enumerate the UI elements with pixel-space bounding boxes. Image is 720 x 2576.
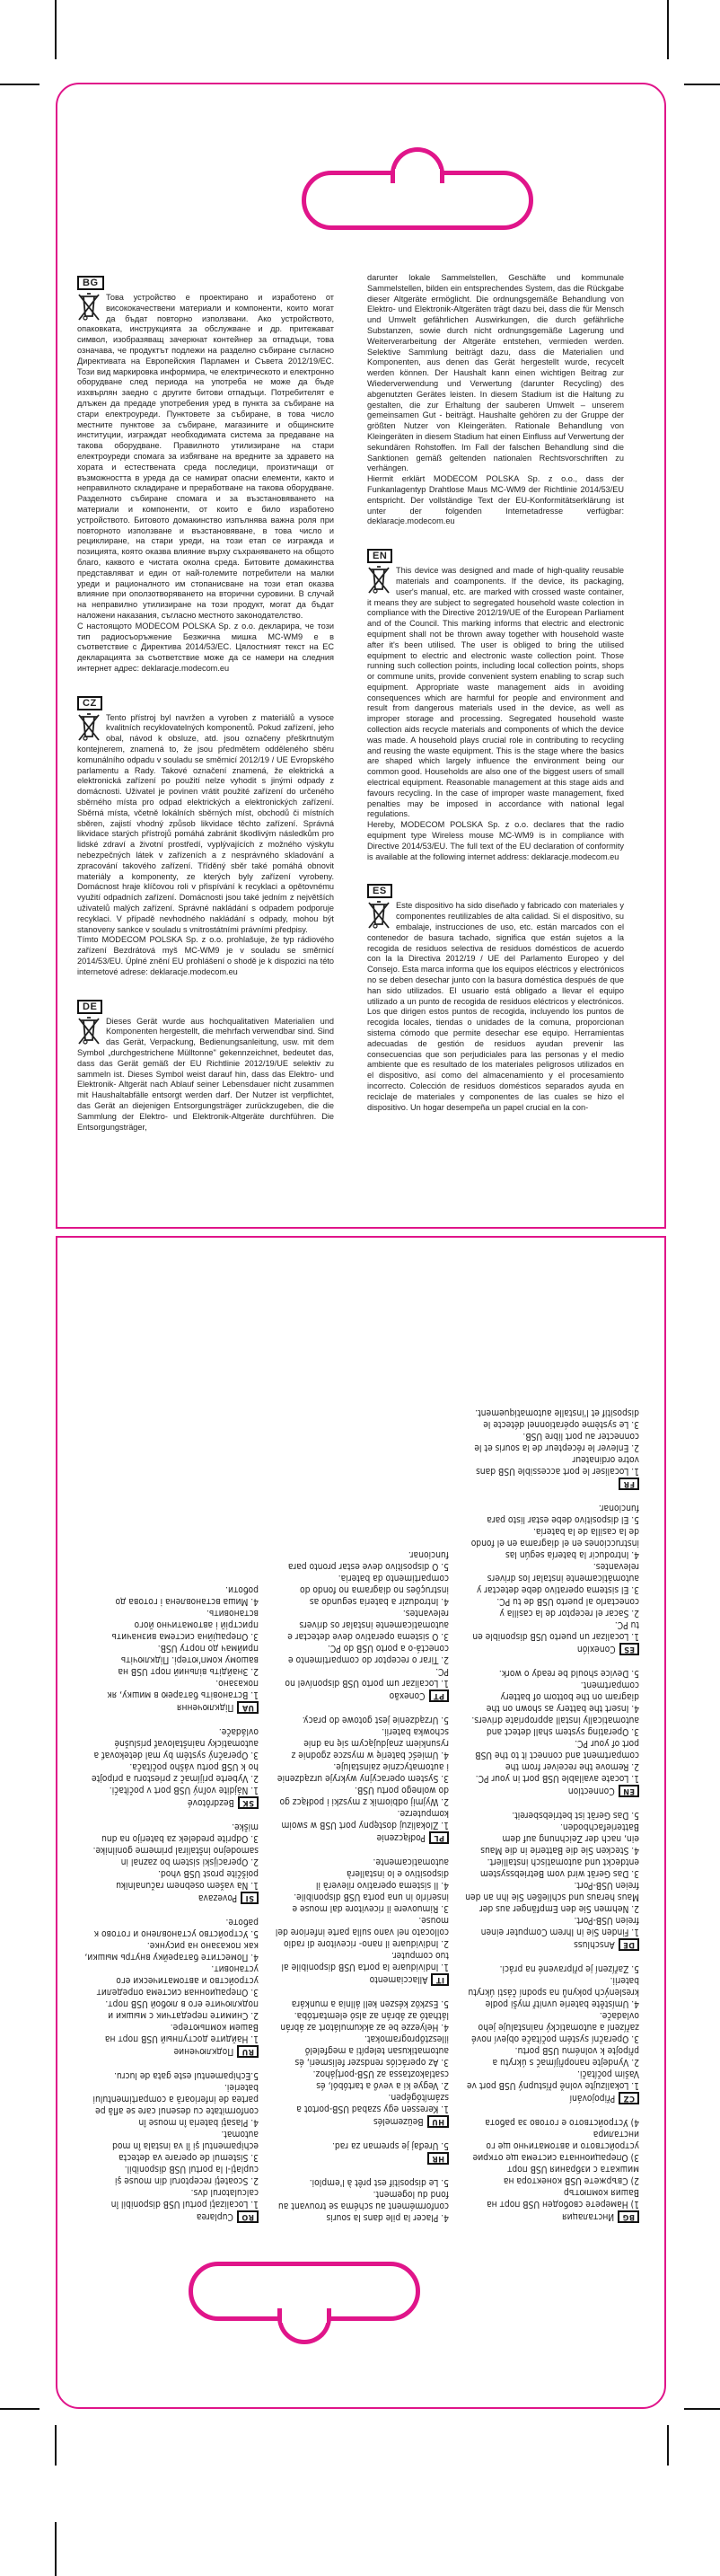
quick-start-step: 3. System operacyjny wykryje urządzenie i automatycznie zainstaluje. <box>277 1761 449 1783</box>
crop-mark-bottom-right-h <box>684 2408 720 2410</box>
quick-start-section <box>464 1502 639 1655</box>
quick-start-heading <box>83 1796 259 1809</box>
quick-start-title: Allacciamento <box>369 1974 428 1985</box>
quick-start-step: 2. Снимите передатчик с мышки и подключите его в любой USB порт. <box>105 1998 259 2020</box>
quick-start-step: 2. Sacar el receptor de la casilla y conectarlo al puerto USB de tu PC. <box>496 1596 639 1618</box>
quick-start-title: Connection <box>567 1786 615 1796</box>
quick-start-title: Conexão <box>389 1690 426 1701</box>
quick-start-heading <box>464 2092 639 2104</box>
quick-start-title: Beüzemelés <box>373 2116 424 2127</box>
quick-start-step: 4. Placer la pile dans la souris conformément au schéma se trouvant au fond du logement. <box>277 2189 449 2222</box>
lang-badge: EN <box>619 1785 639 1797</box>
quick-start-step: 4. Umieść baterię w myszce zgodnie z rysunkiem znajdującym się na dnie schowka baterii. <box>291 1726 449 1760</box>
quick-start-step: 1. Finden Sie in Ihrem Computer einen freien USB-Port. <box>480 1915 639 1936</box>
quick-start-section <box>83 1916 259 2058</box>
section-declaration: Hereby, MODECOM POLSKA Sp. z o.o. declares that the radio equipment type Wireless mouse MC-WM9 is in compliance with Directive 2014/53/EU. The full text of the EU declaration of conformity is available at the following internet address: deklaracje.modecom.eu <box>367 820 624 861</box>
quick-start-section <box>274 2139 449 2165</box>
quick-start-column-2 <box>274 1537 449 2223</box>
lang-badge: HU <box>427 2115 449 2128</box>
section-body: Dieses Gerät wurde aus hochqualitativen Materialien und Komponenten hergestellt, die mehrfach verwendbar sind. Sind das Gerät, Verpackung, Bedienungsanleitung, usw. mit dem Symbol „durchgestrichene Mülltonne" gekennzeichnet, bedeutet das, dass das Gerät gemäß der EU Richtlinie 2012/19/UE selektiv zu sammeln ist. Dieses Symbol weist darauf hin, dass das Elektro- und Elektronik- Altgerät nach Ablauf seiner Lebensdauer nicht zusammen mit Haushaltabfälle entsorgt werden darf. Der Nutzer ist verpflichtet, das Gerät an diejenigen Entsorgungsträger zurückzugeben, die die Sammlung der Elektro- und Elektronik-Altgeräte durchführen. Die Entsorgungsträger, <box>77 1016 334 1132</box>
quick-start-step: 2. Vyberte prijímač z priestoru a pripojte ho k USB portu vášho počítača. <box>92 1761 259 1783</box>
quick-start-step: 1. Locate available USB port in your PC. <box>475 1773 639 1783</box>
quick-start-step: 5. El dispositivo debe estar listo para funcionar. <box>487 1503 639 1524</box>
quick-start-step: 5. Eszköz készen kell állnia a munkára <box>291 1998 449 2008</box>
quick-start-step: 1. Keressen egy szabad USB-portot a számítógépen. <box>296 2092 449 2113</box>
lang-badge: ES <box>367 884 392 898</box>
quick-start-heading <box>83 1701 259 1714</box>
quick-start-step: 4. Il sistema operativo rileverà il dispositivo e lo installerà automaticamente. <box>315 1857 449 1890</box>
quick-start-section <box>83 1821 259 1904</box>
quick-start-title: Инсталация <box>562 2211 615 2222</box>
quick-start-section <box>83 1725 259 1809</box>
quick-start-title: Anschluss <box>574 1939 615 1950</box>
quick-start-step: 4. Introducir la batería según las instrucciones en el diagrama en el fondo de la casilla de la batería. <box>470 1526 639 1559</box>
crossed-bin-icon <box>77 293 101 322</box>
quick-start-step: 4. Миша встановлена і готова до роботи. <box>115 1584 259 1606</box>
quick-start-title: Podłączenie <box>376 1832 426 1843</box>
quick-start-step: 1. Localiser le port accessible USB dans votre ordinateur <box>476 1454 639 1476</box>
quick-start-step: 5. Device should be ready o work. <box>498 1668 639 1678</box>
quick-start-section <box>274 1856 449 1986</box>
quick-start-step: 1. Na vašem osebnem računalniku poiščite prost USB vhod. <box>116 1868 259 1890</box>
quick-start-step: 4) Устройството е готово за работа <box>485 2117 639 2127</box>
quick-start-heading <box>83 2045 259 2058</box>
quick-start-heading <box>274 1973 449 1986</box>
lang-badge: RU <box>237 2045 259 2058</box>
section-declaration: С настоящото MODECOM POLSKA Sp. z o.o. декларира, че този тип радиосъоръжение Безжична мишка MC-WM9 е в съответствие с Директива 2014/53/ЕС. Цялостният текст на ЕС декларацията за съответствие може да се намери на следния интернет адрес: deklaracje.modecom.eu <box>77 621 334 673</box>
quick-start-section <box>274 2176 449 2223</box>
quick-start-step: 1. Zlokalizuj dostępny port USB w swoim komputerze. <box>281 1808 449 1830</box>
quick-start-step: 2. Nehmen Sie den Empfänger aus der Maus heraus und schließen Sie ihn an den freien USB-Port. <box>465 1880 639 1913</box>
quick-start-heading <box>274 1831 449 1844</box>
quick-start-step: 5. O dispositivo deve estar pronto para funcionar. <box>287 1549 449 1571</box>
quick-start-step: 1. Localizar um porto USB disponível no PC. <box>285 1666 449 1688</box>
quick-start-step: 1. Lokalizujte volně přístupný USB port ve Vašim počítači. <box>466 2069 639 2090</box>
quick-start-section <box>464 1407 639 1490</box>
section-body: Este dispositivo ha sido diseñado y fabricado con materiales y componentes reutilizables de alta calidad. Si el dispositivo, su embalaje, instrucciones de uso, etc. están marcados con el contenedor de basura tachado, significa que están sujetos a la recogida de residuos selectiva de residuos domésticos de acuerdo con la la Directiva 2012/19 / UE del Parlamento Europeo y del Consejo. Esta marca informa que los equipos eléctricos y electrónicos no se deben desechar junto con la basura doméstica después de que han sido utilizados. El usuario está obligado a llevar el equipo utilizado a un punto de recogida de residuos eléctricos y electrónicos. Los que dirigen estos puntos de recogida, incluyendo los puntos de recogida locales, tiendas o unidades de la comuna, proporcionan sistema cómodo que permite desechar ese equipo. Herramientas adecuadas de gestión de residuos ayudan prevenir las consecuencias que son perjudiciales para las personas y el medio ambiente que es resultado de los materiales peligrosos utilizados en el dispositivo, así como del almacenamiento y el procesamiento incorrecto. Colección de residuos domésticos separados ayuda en reciclaje de materiales y componentes de las cuales se hizo el dispositivo. Un hogar desempeña un papel crucial en la con- <box>367 901 624 1112</box>
lang-badge: PT <box>429 1689 449 1702</box>
quick-start-section <box>464 1809 639 1951</box>
quick-start-section <box>274 1998 449 2128</box>
quick-start-step: 1. Nájdite voľný USB port v počítači. <box>109 1785 259 1795</box>
crop-mark-top-right-h <box>684 84 720 85</box>
lang-badge: DE <box>77 1000 102 1014</box>
quick-start-heading <box>464 1938 639 1951</box>
quick-start-step: 3. Operační systém počítače objeví nové zařízení a automatický nainstaluje jeho ovladače. <box>471 2010 639 2043</box>
section-body: Това устройство е проектирано и изработено от висококачествени материали и компоненти, които могат да бъдат повторно използвани. Ако устройството, опаковката, инструкцията за обслужване и др. притежават символ, изобразяващ зачеркнат контейнер за отпадъци, това означава, че продуктът подлежи на разделно събиране съгласно Директивата на Европейския Парламен и Съвета 2012/19/ЕС. Този вид маркировка информира, че електрическото и електронно оборудване след периода на употреба не може да бъде изхвърлян заедно с другите битови отпадъци. Потребителят е длъжен да предаде употребения уред в пункта за събиране на стари електроуреди. Пунктовете за събиране, в това число местните пунктове за събиране, магазините и общинските институции, изграждат необходимата система за предаване на такова оборудване. Правилното утилизиране на стари електроуреди спомага за избягване на вредните за здравето на хората и естествената среда последици, произтичащи от възможността в уреда да се намират опасни елементи, както и неправилното складиране и преработване на такова оборудване. Разделното събиране спомага и за възстановяването на материали и компоненти, от които е било изработено устройството. Битовото домакинство изпълнява важна роля при повторното използване и възстановяване, в това число и рециклиране, на стари уреди, на този етап се изгражда и позицията, която оказва влияние върху съхраняването на общото благо, каквото е чистата околна среда. Битовите домакинства представляват и един от най-големите потребители на малки уреди и рационалното им стопанисване на този етап оказва влияние при оползотворяването на вторични суровини. В случай на неправилно утилизиране на този продукт, могат да бъдат наложени наказания, съгласно местното законодателство. <box>77 293 334 620</box>
quick-start-step: 2. Individuare il nano- ricevitore di radio collocato nel vano sulla parte inferiore del mouse. <box>275 1915 449 1948</box>
quick-start-step: 3. Das Gerät wird vom Betriebssystem entdeckt und automatisch installiert. <box>479 1857 639 1878</box>
lang-badge: BG <box>618 2210 639 2223</box>
section-declaration: Hiermit erklärt MODECOM POLSKA Sp. z o.o., dass der Funkanlagentyp Drahtlose Maus MC-WM9 der Richtlinie 2014/53/EU entspricht. Der vollständige Text der EU-Konformitätserklärung ist unter der folgenden Internetadresse verfügbar: deklaracje.modecom.eu <box>367 474 624 526</box>
crop-mark-bottom-right-vline <box>667 2425 669 2466</box>
crop-mark-top-right-v <box>667 0 669 59</box>
quick-start-step: 3. Operating system shall detect and automatically install appropriate drivers. <box>471 1715 639 1736</box>
quick-start-step: 3. Odprite predelek za baterijo na dnu miške. <box>101 1822 259 1843</box>
quick-start-title: Bezdrôtové <box>187 1797 234 1808</box>
hang-tab-slot <box>189 2262 420 2344</box>
crossed-bin-icon <box>77 1017 101 1045</box>
left-column <box>77 276 334 1133</box>
quick-start-section <box>83 2069 259 2223</box>
quick-start-step: 2. Vyndejte nanopřijímač s úkrytu a připojte k volnému USB portu. <box>492 2045 639 2067</box>
section-body: Tento přístroj byl navržen a vyroben z materiálů a vysoce kvalitních recyklovatelných komponentů. Pokud zařízení, jeho obal, návod k obsluze, atd. jsou označeny přeškrtnutým kontejnerem, znamená to, že jsou předmětem odděleného sběru komunálního odpadu v souladu se směrnicí 2012/19 / UE Evropského parlamentu a Rady. Takové označení znamená, že elektrická a elektronická zařízení po použití nelze vyhodit s jinými odpady z domácnosti. Uživatel je povinen vrátit použité zařízení do určeného sběrného místa pro odpad elektrických a elektronických zařízení. Sběrná místa, včetně lokálních sběrných míst, obchodů či místních sběren, zajistí vhodný způsob likvidace těchto zařízení. Správná likvidace starých přístrojů pomáhá zabránit škodlivým následkům pro lidské zdraví a životní prostředí, vyplývajících z možného výskytu nebezpečných látek v zařízeních a z nesprávného skladování a zpracování takového zařízení. Tříděný sběr také pomáhá obnovit materiály a komponenty, ze kterých byly zařízení vyrobeny. Domácnost hraje klíčovou roli v přispívání k recyklaci a opětovnému využití odpadních zařízení. Domácnosti jsou také jedním z největších uživatelů malých zařízení. Správné nakládání s odpadem podporuje recyklaci. V případě nevhodného nakládání s odpady, mohou být stanoveny sankce v souladu s vnitrostátními právními předpisy. <box>77 712 334 934</box>
quick-start-step: 5. Urządzenie jest gotowe do pracy. <box>302 1715 449 1725</box>
crop-mark-top-left-v <box>55 0 57 59</box>
quick-start-heading <box>464 1478 639 1490</box>
quick-start-heading <box>274 1689 449 1702</box>
section-cz <box>77 687 334 978</box>
quick-start-section <box>464 1963 639 2104</box>
lang-badge: HR <box>427 2152 449 2165</box>
section-bg <box>77 276 334 675</box>
quick-start-step: 2. Operacijski sistem bo zaznal in samodejno inštaliral primerne gonilnike. <box>92 1845 259 1866</box>
quick-start-step: 3. Операционная система определит устройство и автоматически его установит. <box>96 1963 259 1997</box>
quick-start-step: 2. Vegye ki a vevő a tartóból, és csatlakoztassa az USB-portjához. <box>312 2069 449 2090</box>
quick-start-step: 2) Свържете USB конектора на мишката с избрания USB порт <box>503 2164 639 2185</box>
lang-badge: SK <box>238 1796 259 1809</box>
quick-start-step: 4. Helyezze be az akkumulátort az ábrán látható az ábrán az alsó elemtartóba. <box>280 2010 449 2032</box>
quick-start-step: 3. Le système opérationnel détecte le dispositif et l'installe automatiquement. <box>475 1407 639 1429</box>
quick-start-step: 3. Operačný systém by mal detekovať a automaticky nainštalovať príslušné ovládače. <box>93 1726 259 1760</box>
quick-start-title: Подключение <box>173 2046 234 2057</box>
quick-start-step: 4. Plasaţi bateria în mouse în conformitate cu desenul care se află pe partea de inferioară a compartimentului bateriei. <box>92 2082 259 2127</box>
lang-badge: PL <box>429 1831 449 1844</box>
lang-badge: DE <box>619 1938 639 1951</box>
quick-start-heading <box>274 2115 449 2128</box>
quick-start-step: 4. Stecken Sie die Batterie in die Maus ein, nach der Zeichnung auf dem Batteriefachboden. <box>480 1822 639 1855</box>
quick-start-step: 4. Insert the battery as shown on the diagram on the bottom of battery compartment. <box>486 1680 639 1713</box>
quick-start-step: 2. Wyjmij odbiornik z myszki i podłącz go do wolnego portu USB. <box>279 1785 449 1806</box>
crossed-bin-icon <box>367 566 391 595</box>
quick-start-step: 3. O sistema operativo deve detectar e automaticamente instalar os drivers relevantes. <box>287 1608 449 1641</box>
crop-mark-bottom-left-vline <box>55 2425 57 2466</box>
section-de <box>77 991 334 1134</box>
section-declaration: Tímto MODECOM POLSKA Sp. z o.o. prohlašuje, že typ rádiového zařízení Bezdrátová myš MC-WM9 je v souladu se směrnicí 2014/53/EU. Úplné znění EU prohlášení o shodě je k dispozici na této internetové adrese: deklaracje.modecom.eu <box>77 935 334 976</box>
section-body: darunter lokale Sammelstellen, Geschäfte und kommunale Sammelstellen, bilden ein entsprechendes System, das die Rückgabe dieser Altgeräte ermöglicht. Die ordnungsgemäße Behandlung von Elektro- und Elektronik-Altgeräten trägt dazu bei, dass die für Mensch und Umwelt gefährlichen Auswirkungen, die durch gefährliche Substanzen, sowie durch nicht ordnungsgemäße Lagerung und Weiterverarbeitung der Altgeräte entstehen, vermieden werden. Selektive Sammlung beiträgt dazu, dass die Materialien und Komponenten, aus denen das Gerät hergestellt wurde, recycelt werden können. Der Haushalt kann einen wichtigen Beitrag zur Wiederverwendung und Verwertung (darunter Recycling) des abgenutzten Gerätes leisten. In diesem Stadium ist die Haltung zu gestalten, die zur Erhaltung der sauberen Umwelt – unserem gemeinsamen Gut - beiträgt. Haushalte gehören zu der Gruppe der größten Nutzer von Kleingeräten. Rationale Behandlung von Kleingeräten in diesem Stadium hat einen Einfluss auf Verwertung der sekundären Rohstoffen. Im Fall der falschen Behandlung sind die Sanktionen gemäß geltenden nationalen Rechtsvorschriften zu verhängen. <box>367 273 624 473</box>
section-body: This device was designed and made of high-quality reusable materials and coamponents. If the device, its packaging, user's manual, etc. are marked with crossed waste container, it means they are subject to segregated household waste colection in compliance with the Directive 2012/19/UE of the European Parliament and of the Council. This marking informs that electric and electronic equipment shall not be thrown away together with household waste after it's been utilised. The user is obliged to bring the utilised equipment to electric and electronic waste collection point. Those running such collection points, including local collection points, shops or commune units, provide convenient system enabling to scrap such equipment. Appropriate waste management aids in avoiding consequences which are harmful for people and environment and result from dangerous materials used in the device, as well as improper storage and processing. Segregated household waste collection aids recycle materials and components of which the device was made. A household plays crucial role in contributing to recycling and reusing the waste equipment. This is the stage where the basics are shaped which largely influence the environment being our common good. Households are also one of the biggest users of small electrical equipment. Reasonable management at this stage aids and favours recycling. In the case of improper waste management, fixed penalties may be imposed in accordance with national legal regulations. <box>367 566 624 819</box>
quick-start-step: 2. Tirar o receptor do compartimento e conectá-o a porto USB do PC. <box>288 1643 449 1664</box>
quick-start-section <box>464 2116 639 2223</box>
quick-start-step: 1) Намерете свободен USB порт на Вашия компютър <box>487 2187 639 2209</box>
quick-start-step: 1. Individuare la porta USB disponibile al tuo computer. <box>281 1950 449 1972</box>
quick-start-title: Připojování <box>569 2093 616 2104</box>
quick-start-step: 3) Операционната система ще открие устройството и автоматично ще го инсталира <box>472 2129 639 2162</box>
quick-start-step: 5. Uređaj je spreman za rad. <box>331 2140 449 2150</box>
quick-start-title: Conexión <box>576 1644 616 1654</box>
section-en <box>367 540 624 862</box>
crop-mark-top-left-h <box>0 84 40 85</box>
quick-start-heading <box>464 2210 639 2223</box>
lang-badge: BG <box>77 276 104 290</box>
quick-start-step: 5.Echipamentul este gata de lucru. <box>114 2070 259 2080</box>
quick-start-section <box>83 1584 259 1714</box>
quick-start-step: 4. Introduzir a bateria segundo as instruções no diagrama no fondo do compartimento da bateria. <box>300 1573 449 1606</box>
quick-start-section <box>464 1667 639 1797</box>
insert-panel-top <box>56 83 666 1229</box>
section-es <box>367 875 624 1113</box>
crossed-bin-icon <box>367 901 391 930</box>
quick-start-step: 5. Zařízení je připravené na práci. <box>499 1963 639 1973</box>
crop-mark-bottom-left-h <box>0 2408 40 2410</box>
quick-start-step: 1. Localizar un puerto USB disponible en tu PC. <box>472 1619 639 1641</box>
quick-start-step: 3. Sistemul de operare va detecta echipamentul şi îl va instala în mod automat. <box>112 2129 259 2162</box>
quick-start-step: 3. El sistema operativo debe detectar y automáticamente instalar los drivers relevantes. <box>476 1561 639 1594</box>
lang-badge: EN <box>367 549 392 563</box>
quick-start-step: 1. Найдите доступный USB порт на Вашем компьютере. <box>104 2022 259 2043</box>
rotated-quick-start <box>57 1238 664 2407</box>
quick-start-heading <box>83 2210 259 2223</box>
quick-start-heading <box>464 1643 639 1655</box>
crossed-bin-icon <box>77 713 101 742</box>
quick-start-heading <box>83 1892 259 1904</box>
quick-start-section <box>274 1714 449 1844</box>
lang-badge: CZ <box>619 2092 639 2104</box>
lang-badge: IT <box>431 1973 449 1986</box>
quick-start-step: 1. Localizaţi portul USB disponibil în calculatorul dvs. <box>110 2187 259 2209</box>
quick-start-step: 4. Поместите батарейку внутрь мышки, как показано на рисунке. <box>84 1940 259 1962</box>
quick-start-step: 2. Enlever le récepteur de la souris et le connecter au port libre USB. <box>474 1431 639 1452</box>
lang-badge: SI <box>241 1892 259 1904</box>
hang-tab-slot <box>302 147 533 230</box>
quick-start-step: 2. Scoateţi receptorul din mouse şi cuplaţi-l la portul USB disponibil. <box>114 2164 259 2185</box>
quick-start-title: Підключення <box>176 1702 234 1713</box>
quick-start-heading <box>274 2152 449 2165</box>
lang-badge: FR <box>619 1478 639 1490</box>
quick-start-step: 5. Le dispositif est prêt à l'emploi. <box>309 2177 449 2187</box>
quick-start-step: 2. Remove the receiver from the compartment and connect it to the USB port of your PC. <box>475 1738 639 1771</box>
quick-start-step: 3. Операційна система визначить пристрій і автоматично його встановить. <box>111 1608 259 1641</box>
quick-start-title: Povezava <box>198 1892 238 1903</box>
quick-start-step: 5. Das Gerät ist betriebsbereit. <box>512 1810 639 1820</box>
lang-badge: ES <box>619 1643 639 1655</box>
quick-start-title: Cuplarea <box>196 2211 233 2222</box>
lang-badge: RO <box>237 2210 259 2223</box>
crop-mark-bottom-left-v2 <box>55 2522 57 2576</box>
quick-start-step: 5. Устройство установлено и готово к работе. <box>93 1917 259 1938</box>
quick-start-step: 4. Umístěte baterie uvnitř myši podle kreslených pokynů na spodní části úkrytu baterii. <box>468 1975 639 2008</box>
lang-badge: UA <box>237 1701 259 1714</box>
quick-start-section <box>274 1548 449 1702</box>
quick-start-heading <box>464 1785 639 1797</box>
quick-start-column-3 <box>83 1572 259 2223</box>
lang-badge: CZ <box>77 696 102 710</box>
quick-start-column-1 <box>464 1395 639 2223</box>
quick-start-step: 2. Знайдіть вільний порт USB на вашому комп'ютері. Підключіть приймач до порту USB. <box>118 1643 259 1676</box>
quick-start-step: 3. Rimuovere il ricevitore dal mouse e inserirlo in una porta USB disponibile. <box>292 1892 449 1913</box>
section-de-continued <box>367 273 624 527</box>
insert-panel-bottom <box>56 1236 666 2409</box>
right-column <box>367 273 624 1113</box>
quick-start-step: 1. Встановіть батарею в мишку, як показано. <box>107 1678 259 1699</box>
quick-start-step: 3. Az operációs rendszer felismeri, és automatikusan telepíti a megfelelő illesztőprogramokat. <box>294 2033 449 2067</box>
